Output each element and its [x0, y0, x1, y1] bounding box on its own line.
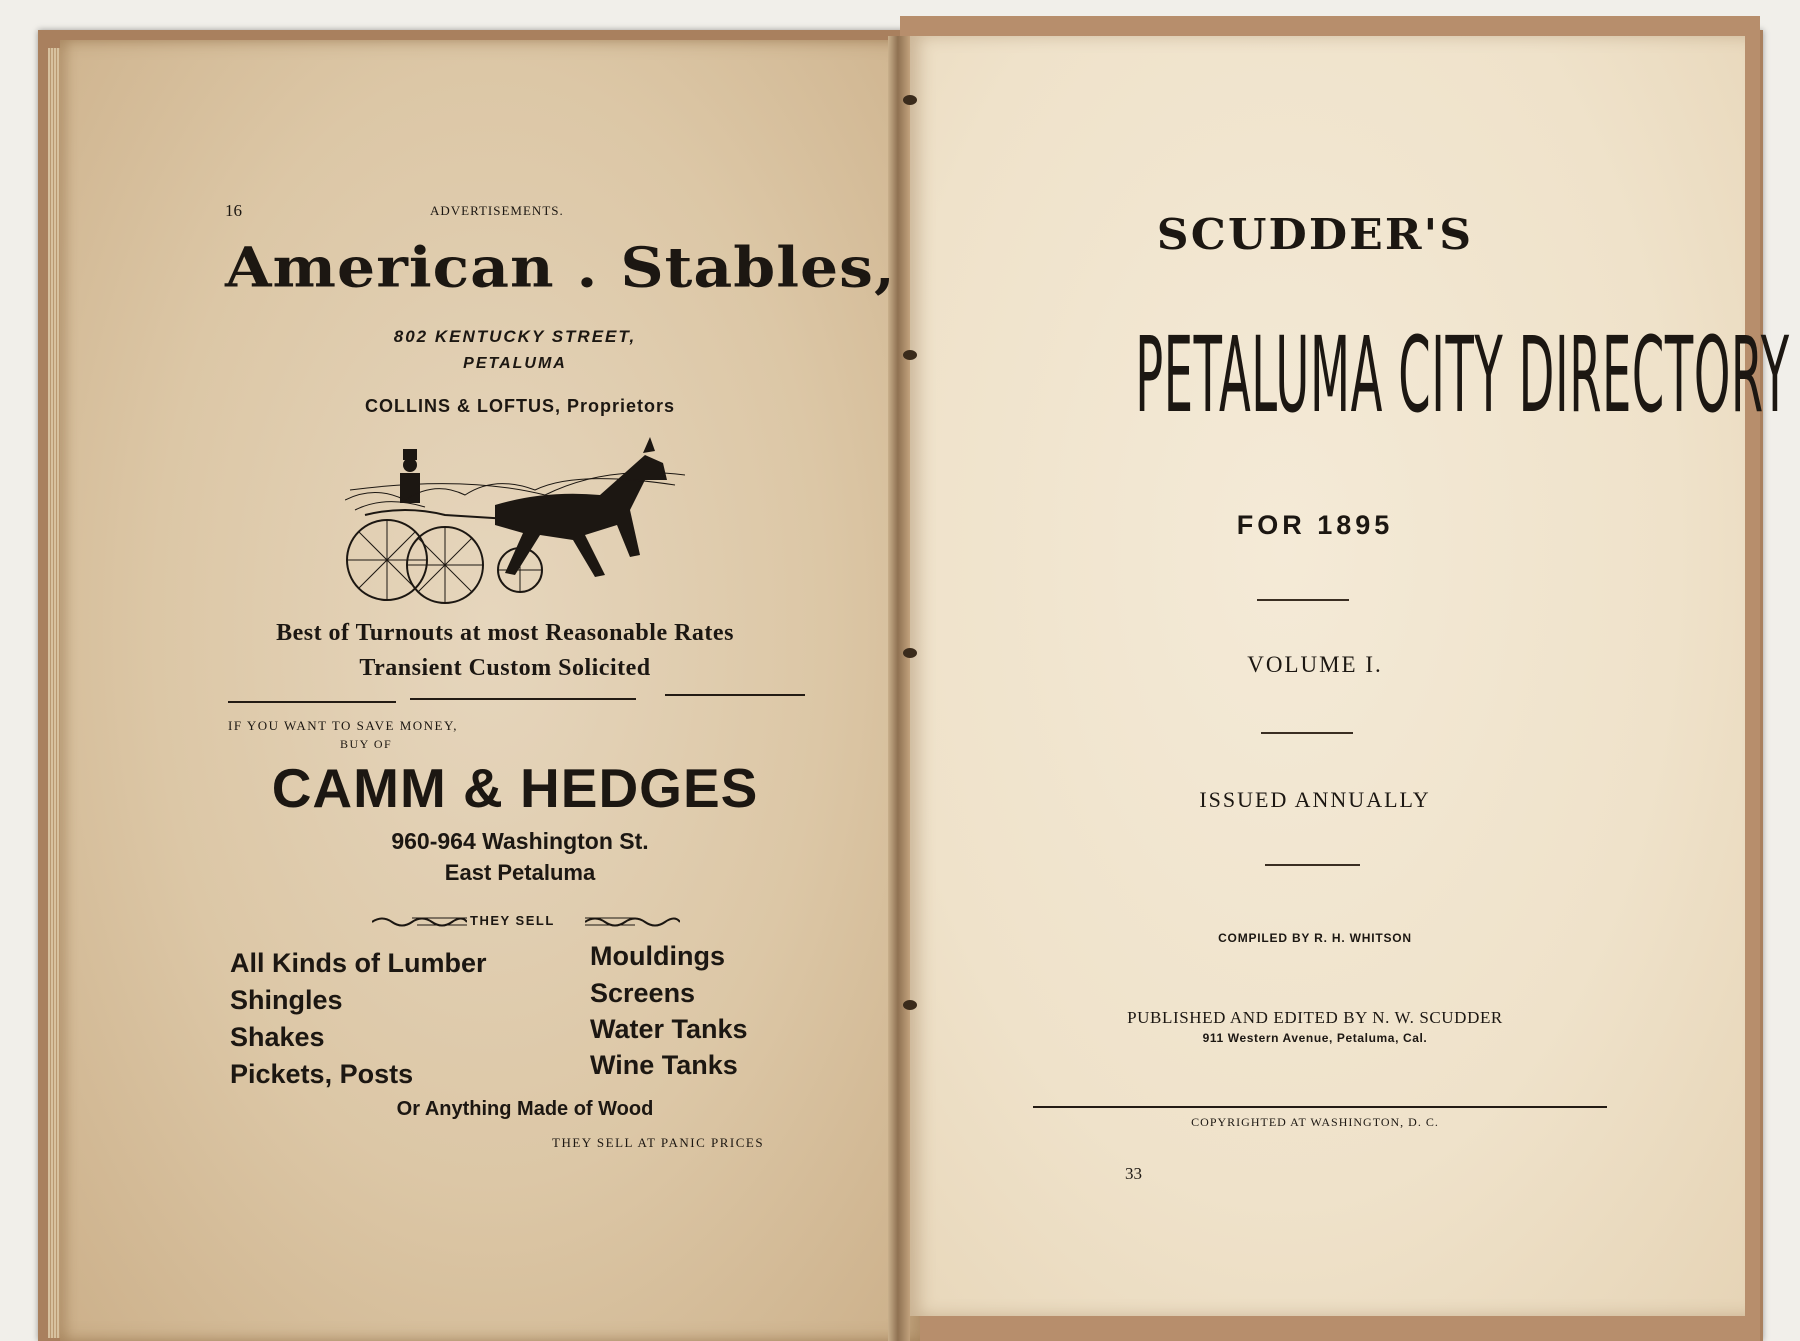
product-item: Wine Tanks [590, 1050, 738, 1080]
volume-label: VOLUME I. [1247, 652, 1383, 677]
binding-stitch [903, 648, 917, 658]
short-rule [1261, 732, 1353, 734]
divider-rule [410, 698, 636, 700]
product-item: All Kinds of Lumber [230, 948, 487, 978]
page-mark: 33 [1125, 1164, 1142, 1183]
product-item: Shakes [230, 1022, 325, 1052]
camm-intro-line1: IF YOU WANT TO SAVE MONEY, [228, 718, 458, 733]
stables-ad-title: American . Stables, [225, 235, 896, 301]
book-spine-gutter [888, 36, 910, 1341]
horse-carriage-illustration [345, 435, 685, 610]
publisher-title: SCUDDER'S [1156, 210, 1474, 259]
divider-rule [228, 701, 396, 703]
stables-address-line1: 802 KENTUCKY STREET, [393, 327, 637, 346]
stables-proprietors: COLLINS & LOFTUS, Proprietors [364, 396, 675, 416]
stables-address-line2: PETALUMA [463, 355, 567, 372]
compiled-by: COMPILED BY R. H. WHITSON [1218, 931, 1412, 945]
they-sell-heading: THEY SELL [470, 913, 555, 928]
divider-rule [665, 694, 805, 696]
product-item: Mouldings [590, 941, 725, 971]
published-by: PUBLISHED AND EDITED BY N. W. SCUDDER [1127, 1008, 1503, 1027]
anything-made-of-wood: Or Anything Made of Wood [396, 1098, 654, 1120]
binding-stitch [903, 1000, 917, 1010]
copyright-line: COPYRIGHTED AT WASHINGTON, D. C. [1191, 1115, 1439, 1129]
stables-tagline-rates: Best of Turnouts at most Reasonable Rates [276, 620, 734, 646]
wave-ornament-right [585, 915, 680, 927]
product-item: Water Tanks [590, 1014, 748, 1044]
panic-prices-line: THEY SELL AT PANIC PRICES [552, 1135, 765, 1150]
wave-ornament-left [372, 915, 467, 927]
publisher-address: 911 Western Avenue, Petaluma, Cal. [1202, 1031, 1428, 1045]
camm-city: East Petaluma [444, 860, 596, 885]
issued-annually: ISSUED ANNUALLY [1199, 787, 1431, 812]
binding-stitch [903, 350, 917, 360]
product-item: Pickets, Posts [230, 1059, 414, 1089]
page-number: 16 [225, 201, 242, 220]
directory-title: PETALUMA CITY DIRECTORY [1135, 315, 1790, 436]
camm-street: 960-964 Washington St. [391, 828, 649, 854]
directory-year: FOR 1895 [1236, 510, 1394, 540]
camm-hedges-title: CAMM & HEDGES [271, 757, 759, 819]
stables-tagline-custom: Transient Custom Solicited [359, 655, 651, 681]
binding-stitch [903, 95, 917, 105]
camm-intro-line2: BUY OF [340, 737, 393, 751]
running-head: ADVERTISEMENTS. [430, 203, 564, 218]
product-item: Screens [590, 978, 696, 1008]
copyright-rule [1033, 1106, 1607, 1108]
short-rule [1257, 599, 1349, 601]
short-rule [1265, 864, 1360, 866]
product-item: Shingles [230, 985, 343, 1015]
